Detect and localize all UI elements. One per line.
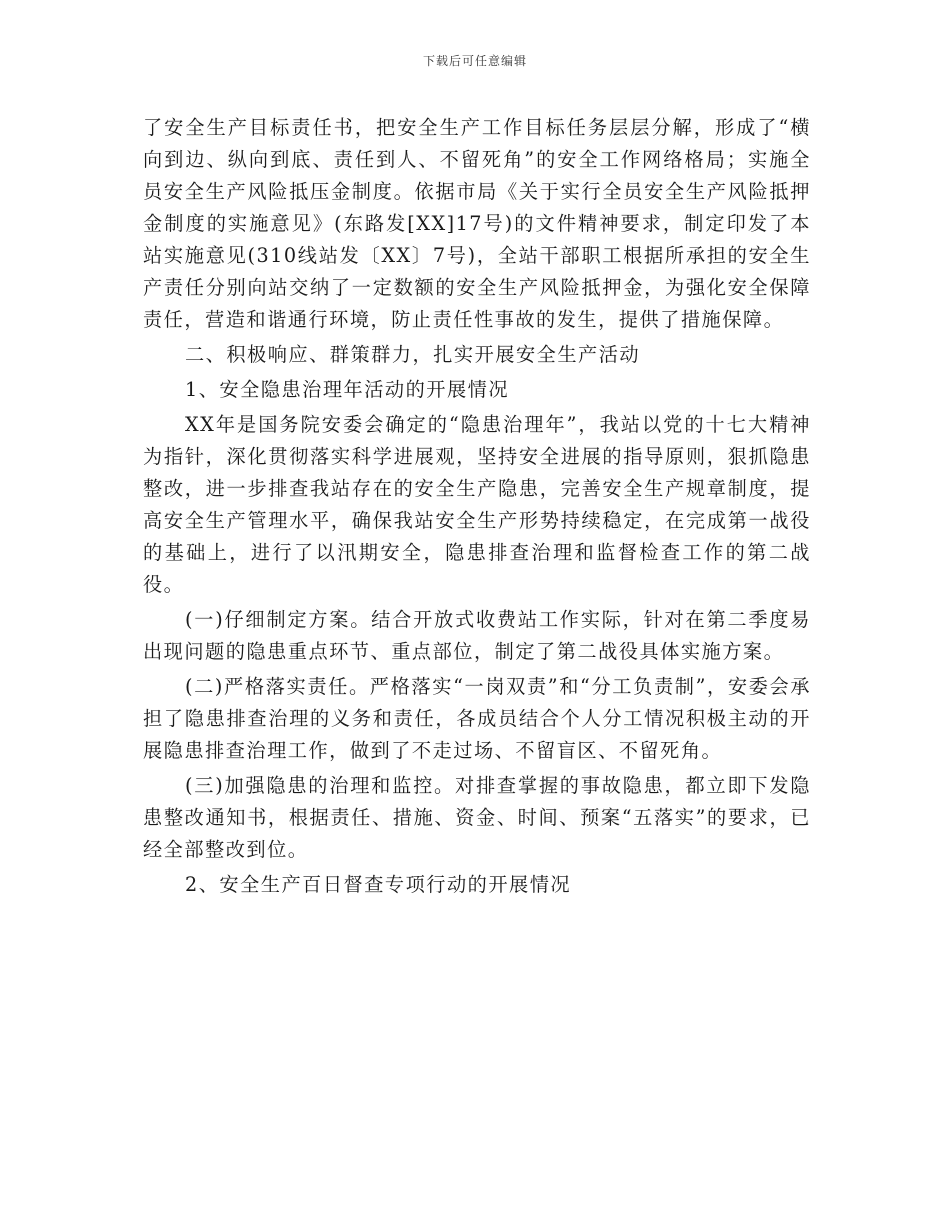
section-heading: 二、积极响应、群策群力，扎实开展安全生产活动 [185, 343, 641, 366]
paragraph: (三)加强隐患的治理和监控。对排查掌握的事故隐患，都立即下发隐患整改通知书，根据责任、措施、资金、时间、预案“五落实”的要求，已经全部整改到位。 [143, 774, 811, 861]
subsection-heading: 1、安全隐患治理年活动的开展情况 [185, 378, 510, 401]
paragraph-continued: 了安全生产目标责任书，把安全生产工作目标任务层层分解，形成了“横向到边、纵向到底、责任到人、不留死角”的安全工作网络格局；实施全员安全生产风险抵压金制度。依据市局《关于实行全员安全生产风险抵押金制度的实施意见》(东路发[XX]17号)的文件精神要求，制定印发了本站实施意见(310线站发〔XX〕7号)，全站干部职工根据所承担的安全生产责任分别向站交纳了一定数额的安全生产风险抵押金，为强化安全保障责任，营造和谐通行环境，防止责任性事故的发生，提供了措施保障。 [143, 116, 811, 331]
page-header: 下载后可任意编辑 [422, 54, 527, 68]
document-body [143, 112, 811, 901]
paragraph: XX年是国务院安委会确定的“隐患治理年”，我站以党的十七大精神为指针，深化贯彻落实科学进展观，坚持安全进展的指导原则，狠抓隐患整改，进一步排查我站存在的安全生产隐患，完善安全生产规章制度，提高安全生产管理水平，确保我站安全生产形势持续稳定，在完成第一战役的基础上，进行了以汛期安全，隐患排查治理和监督检查工作的第二战役。 [143, 413, 811, 596]
paragraph: (一)仔细制定方案。结合开放式收费站工作实际，针对在第二季度易出现问题的隐患重点环节、重点部位，制定了第二战役具体实施方案。 [143, 608, 811, 663]
subsection-heading: 2、安全生产百日督查专项行动的开展情况 [185, 873, 572, 896]
paragraph: (二)严格落实责任。严格落实“一岗双责”和“分工负责制”，安委会承担了隐患排查治理的义务和责任，各成员结合个人分工情况积极主动的开展隐患排查治理工作，做到了不走过场、不留盲区、不留死角。 [143, 675, 811, 762]
